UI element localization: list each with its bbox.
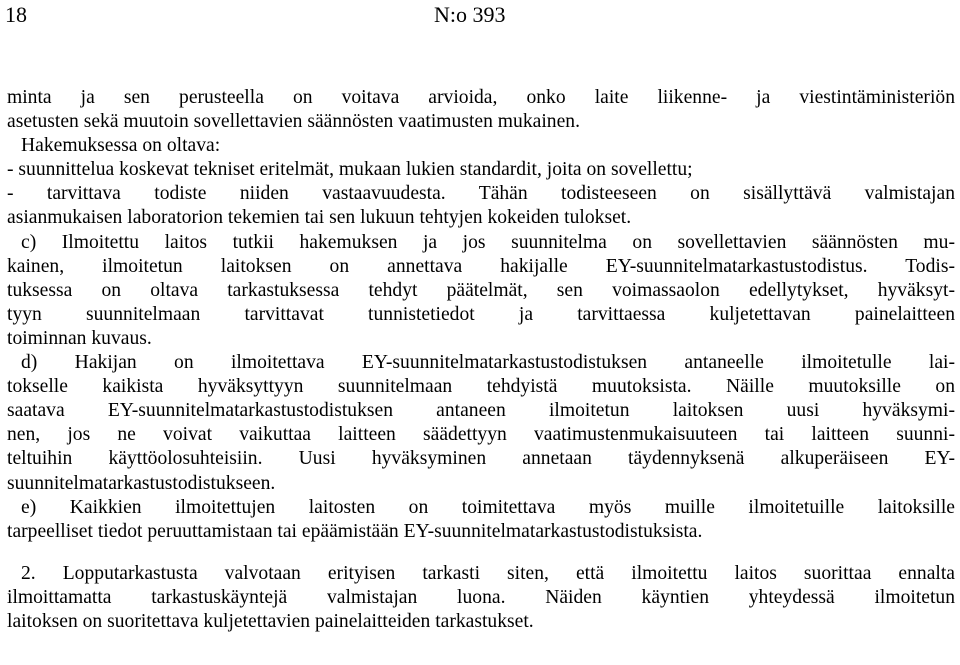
text-line: minta ja sen perusteella on voitava arvioida, onko laite liikenne- ja viestintäministeriön bbox=[7, 87, 955, 108]
document-body bbox=[7, 86, 955, 634]
paragraph-gap bbox=[7, 544, 955, 562]
text-line: tarpeelliset tiedot peruuttamistaan tai epäämistään EY-suunnitelmatarkastustodistuksista. bbox=[7, 520, 703, 542]
text-line: tuksessa on oltava tarkastuksessa tehdyt päätelmät, sen voimassaolon edellytykset, hyväksyt- bbox=[7, 279, 955, 301]
text-line: teltuihin käyttöolosuhteisiin. Uusi hyväksyminen annetaan täydennyksenä alkuperäiseen EY- bbox=[7, 448, 955, 470]
text-line: nen, jos ne voivat vaikuttaa laitteen säädettyyn vaatimustenmukaisuuteen tai laitteen suunni- bbox=[7, 424, 955, 446]
text-line: kainen, ilmoitetun laitoksen on annettava hakijalle EY-suunnitelmatarkastustodistus. Todis- bbox=[7, 255, 955, 277]
page-header bbox=[0, 0, 960, 36]
text-line: d) Hakijan on ilmoitettava EY-suunnitelmatarkastustodistuksen antaneelle ilmoitetulle lai- bbox=[21, 352, 955, 374]
text-line: saatava EY-suunnitelmatarkastustodistuksen antaneen ilmoitetun laitoksen uusi hyväksymi- bbox=[7, 400, 955, 422]
text-line: e) Kaikkien ilmoitettujen laitosten on toimitettava myös muille ilmoitetuille laitoksille bbox=[21, 496, 955, 518]
text-line: - tarvittava todiste niiden vastaavuudesta. Tähän todisteeseen on sisällyttävä valmistajan bbox=[7, 183, 955, 205]
text-line: tyyn suunnitelmaan tarvittavat tunnistetiedot ja tarvittaessa kuljetettavan painelaitteen bbox=[7, 303, 955, 325]
text-line: ilmoittamatta tarkastuskäyntejä valmistajan luona. Näiden käyntien yhteydessä ilmoitetun bbox=[7, 586, 955, 608]
text-line: tokselle kaikista hyväksyttyyn suunnitelmaan tehdyistä muutoksista. Näille muutoksille on bbox=[7, 376, 955, 398]
text-line: asetusten sekä muutoin sovellettavien säännösten vaatimusten mukainen. bbox=[7, 111, 580, 133]
text-line: - suunnittelua koskevat tekniset eritelmät, mukaan lukien standardit, joita on sovellettu; bbox=[7, 159, 693, 181]
text-line: asianmukaisen laboratorion tekemien tai sen lukuun tehtyjen kokeiden tulokset. bbox=[7, 207, 632, 229]
text-line: Hakemuksessa on oltava: bbox=[21, 135, 221, 157]
text-line: suunnitelmatarkastustodistukseen. bbox=[7, 472, 276, 494]
text-line: toiminnan kuvaus. bbox=[7, 327, 152, 349]
text-line: 2. Lopputarkastusta valvotaan erityisen tarkasti siten, että ilmoitettu laitos suorittaa ennalta bbox=[21, 562, 955, 584]
page-number: 18 bbox=[5, 2, 27, 27]
issue-number: N:o 393 bbox=[434, 2, 506, 27]
text-line: c) Ilmoitettu laitos tutkii hakemuksen ja jos suunnitelma on sovellettavien säännösten mu- bbox=[21, 231, 955, 253]
text-line: laitoksen on suoritettava kuljetettavien painelaitteiden tarkastukset. bbox=[7, 610, 534, 632]
